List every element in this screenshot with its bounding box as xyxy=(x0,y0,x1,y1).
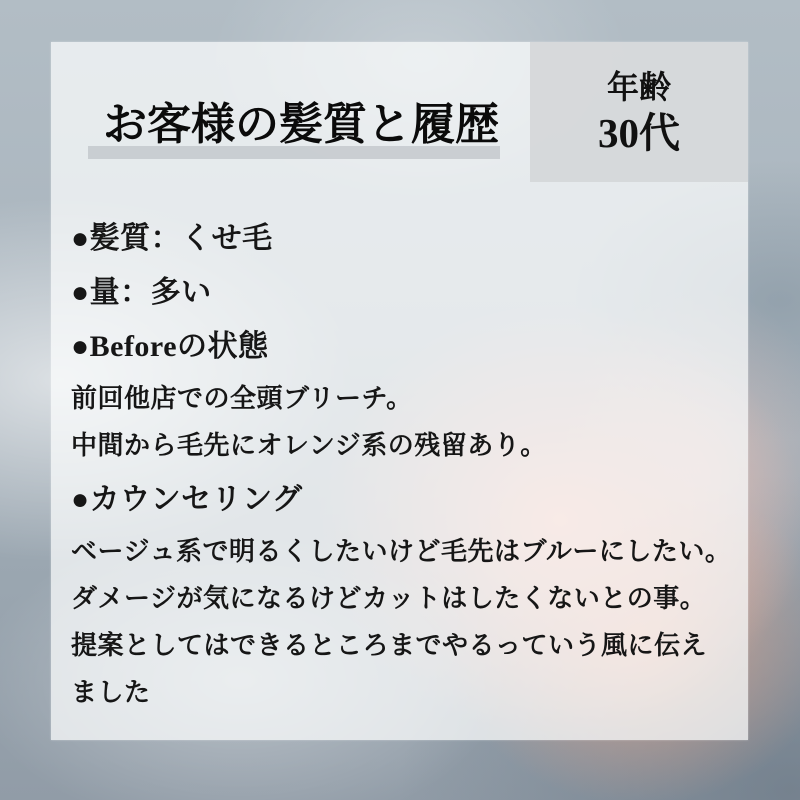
age-box xyxy=(530,42,748,182)
before-detail-line-1: 前回他店での全頭ブリーチ。 xyxy=(71,384,413,413)
before-state-heading: ●Beforeの状態 xyxy=(71,330,269,363)
counseling-line-3: 提案としてはできるところまでやるっていう風に伝えました xyxy=(71,631,708,707)
hair-type-line: ●髪質：くせ毛 xyxy=(71,222,273,255)
age-label: 年齢 xyxy=(606,68,671,105)
hair-amount-line: ●量：多い xyxy=(71,276,212,309)
counseling-heading: ●カウンセリング xyxy=(71,483,303,516)
before-detail-line-2: 中間から毛先にオレンジ系の残留あり。 xyxy=(71,431,547,460)
counseling-line-1: ベージュ系で明るくしたいけど毛先はブルーにしたい。 xyxy=(71,537,732,566)
body-text xyxy=(71,208,733,716)
age-value: 30代 xyxy=(598,109,680,156)
counseling-line-2: ダメージが気になるけどカットはしたくないとの事。 xyxy=(71,584,707,613)
title-block xyxy=(88,100,499,156)
page-title: お客様の髪質と履歴 xyxy=(103,100,499,149)
info-card xyxy=(51,42,748,740)
